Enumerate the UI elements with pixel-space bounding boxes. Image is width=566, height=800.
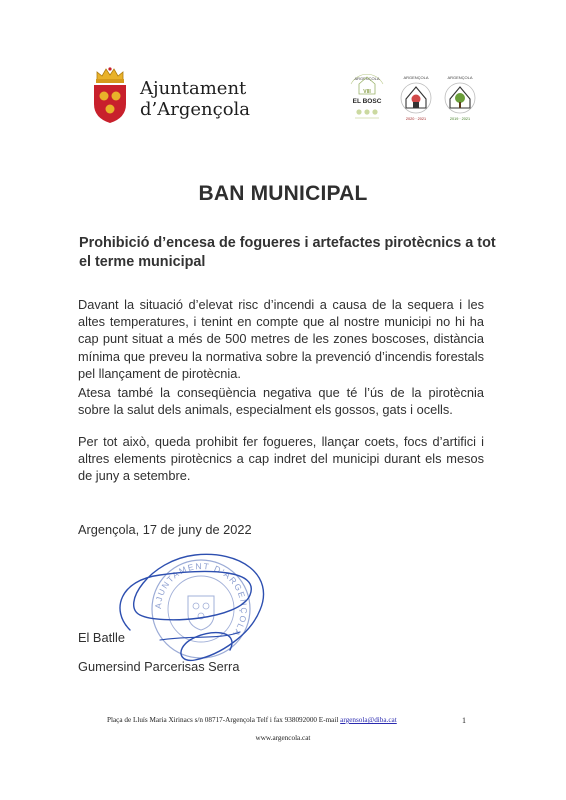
organization-name (140, 78, 250, 120)
body-paragraph-1: Davant la situació d’elevat risc d’incendi a causa de la sequera i les altes temperatures, i tenint en compte que al nostre municipi no hi ha cap punt situat a més de 500 metres de les zones boscoses, distància mínima que preveu la normativa sobre la prevenció d’incendis forestals pel llançament de pirotècnia. (78, 297, 484, 381)
document-title: BAN MUNICIPAL (198, 182, 368, 205)
logo3-bottom-text: 2019 · 2021 (449, 117, 471, 121)
argencola-event-logo-2 (396, 72, 436, 124)
organization-line-2: d’Argençola (140, 99, 251, 120)
logo2-top-text: ARGENÇOLA (403, 75, 429, 80)
logo1-top-text: ARGENÇOLA (354, 76, 380, 81)
footer-website[interactable]: www.argencola.cat (255, 734, 311, 742)
document-subtitle: Prohibició d’encesa de fogueres i artefactes pirotècnics a tot el terme municipal (79, 235, 496, 270)
logo1-badge: VIII (363, 89, 371, 95)
logo3-top-text: ARGENÇOLA (447, 75, 473, 80)
stamp-text: AJUNTAMENT D'ARGENÇOLA (152, 560, 250, 640)
logo2-bottom-text: 2020 · 2021 (405, 117, 427, 121)
el-bosc-logo (347, 72, 387, 124)
logo1-main-text: EL BOSC (352, 98, 382, 105)
body-paragraph-3: Per tot això, queda prohibit fer fogueres, llançar coets, focs d’artifici i altres elements pirotècnics a cap indret del municipi durant els mesos de juny a setembre. (78, 434, 484, 484)
coat-of-arms-icon (91, 66, 129, 124)
signer-role: El Batlle (78, 630, 125, 645)
footer-email-link[interactable]: argensola@diba.cat (340, 716, 397, 724)
page-number: 1 (462, 716, 466, 725)
argencola-event-logo-3 (440, 72, 480, 124)
signer-name: Gumersind Parcerisas Serra (78, 659, 240, 674)
date-line: Argençola, 17 de juny de 2022 (78, 522, 252, 537)
footer-address-text: Plaça de Lluís Maria Xirinacs s/n 08717-Argençola Telf i fax 938092000 E-mail (107, 716, 341, 724)
organization-line-1: Ajuntament (140, 78, 247, 99)
footer-address (107, 716, 397, 724)
body-paragraph-2: Atesa també la conseqüència negativa que té l’ús de la pirotècnia sobre la salut dels animals, especialment els gossos, gats i ocells. (78, 385, 484, 418)
